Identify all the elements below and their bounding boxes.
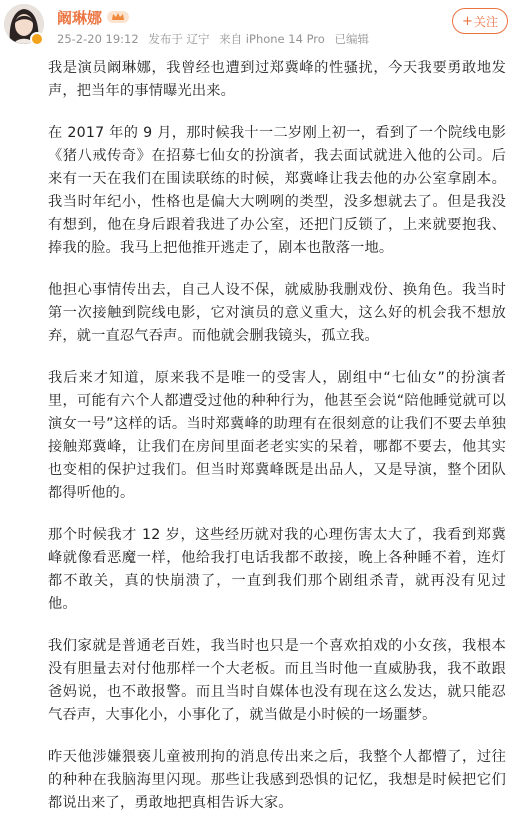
post-meta [57, 31, 375, 47]
follow-button[interactable] [452, 8, 508, 34]
follow-label: 关注 [473, 14, 498, 29]
vip-crown-icon [107, 10, 129, 24]
post-paragraph: 昨天他涉嫌猥亵儿童被刑拘的消息传出来之后，我整个人都懵了，过往的种种在我脑海里闪现。那些让我感到恐惧的记忆，我想是时候把它们都说出来了，勇敢地把真相告诉大家。 [48, 749, 506, 811]
post-device: 来自 iPhone 14 Pro [219, 32, 325, 46]
post-paragraph: 我是演员阚琳娜，我曾经也遭到过郑冀峰的性骚扰，今天我要勇敢地发声，把当年的事情曝光出来。 [48, 60, 506, 99]
post-time: 25-2-20 19:12 [57, 32, 139, 46]
post-paragraph: 在 2017 年的 9 月，那时候我十一二岁刚上初一，看到了一个院线电影《猪八戒传奇》在招募七仙女的扮演者，我去面试就进入他的公司。后来有一天在我们在围读联练的时候，郑冀峰让我去他的办公室拿剧本。我当时年纪小，性格也是偏大大咧咧的类型，没多想就去了。但是我没有想到，他在身后跟着我进了办公室，还把门反锁了，上来就要抱我、捧我的脸。我马上把他推开逃走了，剧本也散落一地。 [48, 125, 506, 256]
post-paragraph: 他担心事情传出去，自己人设不保，就威胁我删戏份、换角色。我当时第一次接触到院线电影，它对演员的意义重大，这么好的机会我不想放弃，就一直忍气吞声。而他就会删我镜头，孤立我。 [48, 282, 506, 344]
author-name[interactable]: 阚琳娜 [57, 8, 103, 27]
plus-icon: + [462, 13, 473, 29]
post-header [0, 0, 518, 56]
post-edited[interactable]: 已编辑 [334, 32, 369, 46]
post-location: 发布于 辽宁 [148, 32, 210, 46]
post-paragraph: 那个时候我才 12 岁，这些经历就对我的心理伤害太大了，我看到郑冀峰就像看恶魔一样，他给我打电话我都不敢接，晚上各种睡不着，连灯都不敢关，真的快崩溃了，一直到我们那个剧组杀青，就再没有见过他。 [48, 527, 506, 612]
post-paragraph: 我们家就是普通老百姓，我当时也只是一个喜欢拍戏的小女孩，我根本没有胆量去对付他那样一个大老板。而且当时他一直威胁我，我不敢跟爸妈说，也不敢报警。而且当时自媒体也没有现在这么发达，就只能忍气吞声，大事化小，小事化了，就当做是小时候的一场噩梦。 [48, 638, 506, 723]
verified-badge-icon [30, 32, 44, 46]
author-row [57, 6, 129, 28]
post-paragraph: 我后来才知道，原来我不是唯一的受害人，剧组中“七仙女”的扮演者里，可能有六个人都遭受过他的种种行为，他甚至会说“陪他睡觉就可以演女一号”这样的话。当时郑冀峰的助理有在很刻意的让我们不要去单独接触郑冀峰，让我们在房间里面老老实实的呆着，哪都不要去，他其实也变相的保护过我们。但当时郑冀峰既是出品人，又是导演，整个团队都得听他的。 [48, 370, 506, 501]
post-content [48, 57, 506, 834]
